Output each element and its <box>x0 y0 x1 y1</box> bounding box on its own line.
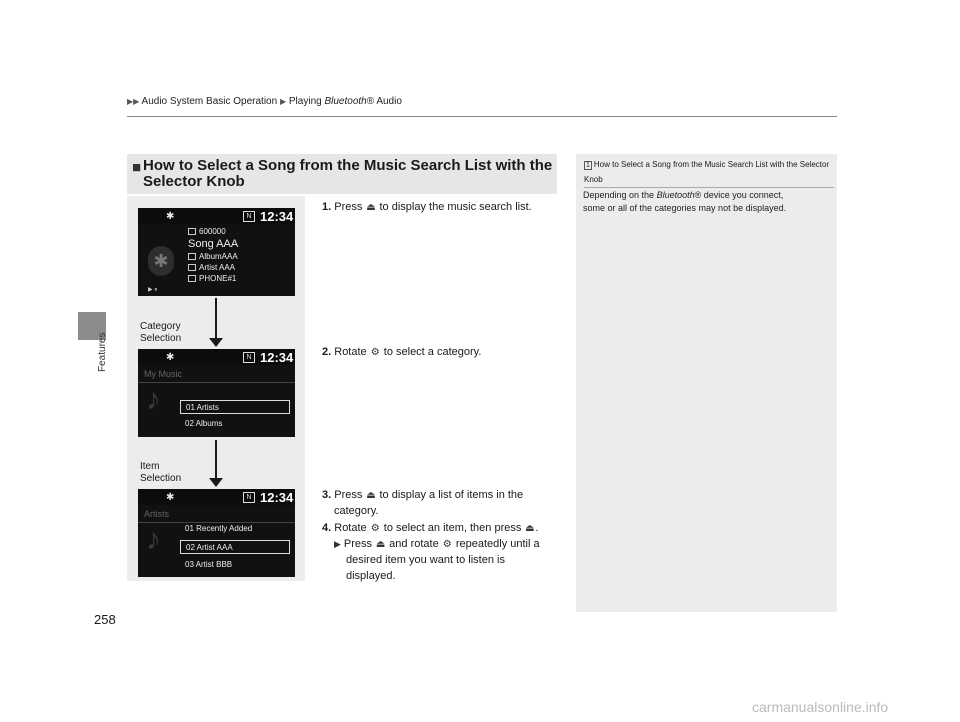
clock: 12:34 <box>260 350 294 365</box>
step-4-result: ▶ Press ⏏ and rotate ⚙ repeatedly until a desired item you want to listen is displayed. <box>334 538 540 582</box>
list-header-rule <box>138 382 295 383</box>
side-note-rule <box>584 187 834 188</box>
section-title: How to Select a Song from the Music Search List with the Selector Knob <box>143 157 553 190</box>
phone-icon <box>188 275 196 282</box>
screen-item-list <box>138 489 295 577</box>
header-rule <box>127 116 837 117</box>
breadcrumb-marker: ▶▶ <box>127 97 140 106</box>
music-note-icon: ♪ <box>146 523 161 556</box>
breadcrumb-separator: ▶ <box>279 97 287 106</box>
breadcrumb-part2-prefix: Playing <box>288 96 325 107</box>
callout-item-selection: Item Selection <box>140 461 182 484</box>
bluetooth-icon: ✱ <box>166 492 175 503</box>
list-item-selected[interactable]: 01 Artists <box>180 400 290 414</box>
rotate-knob-icon: ⚙ <box>370 347 380 358</box>
arrow-1-head <box>209 338 223 347</box>
arrow-2-head <box>209 478 223 487</box>
playback-controls: ▶ ⏸ <box>148 287 158 293</box>
section-marker: ■ <box>132 159 142 176</box>
list-header: My Music <box>144 369 182 379</box>
list-header: Artists <box>144 509 170 519</box>
step-2: 2. Rotate ⚙ to select a category. <box>322 346 482 358</box>
list-item[interactable]: 02 Albums <box>185 419 223 428</box>
press-knob-icon: ⏏ <box>366 202 376 213</box>
artist-name: Artist AAA <box>188 263 235 272</box>
song-title: Song AAA <box>188 238 239 250</box>
phone-name: PHONE#1 <box>188 274 236 283</box>
breadcrumb-part2-italic: Bluetooth <box>324 96 367 107</box>
press-knob-icon: ⏏ <box>366 490 376 501</box>
result-marker: ▶ <box>334 539 341 549</box>
n-indicator: N <box>243 352 255 363</box>
track-icon <box>188 228 196 235</box>
clock: 12:34 <box>260 209 294 224</box>
n-indicator: N <box>243 211 255 222</box>
bluetooth-icon: ✱ <box>166 352 175 363</box>
screen-now-playing <box>138 208 295 296</box>
music-note-icon: ♪ <box>146 383 161 416</box>
track-number: 600000 <box>188 227 226 236</box>
clock: 12:34 <box>260 490 294 505</box>
screen-category-list <box>138 349 295 437</box>
list-item-selected[interactable]: 02 Artist AAA <box>180 540 290 554</box>
step-4: 4. Rotate ⚙ to select an item, then press ⏏. <box>322 522 539 534</box>
artist-icon <box>188 264 196 271</box>
bluetooth-logo-icon: ✱ <box>148 246 174 276</box>
n-indicator: N <box>243 492 255 503</box>
breadcrumb <box>127 96 402 107</box>
breadcrumb-part1[interactable]: Audio System Basic Operation <box>141 96 278 107</box>
watermark: carmanualsonline.info <box>752 699 889 715</box>
press-knob-icon: ⏏ <box>525 523 535 534</box>
side-note-panel <box>576 154 837 612</box>
press-knob-icon: ⏏ <box>375 539 386 550</box>
bluetooth-icon: ✱ <box>166 211 175 222</box>
list-item[interactable]: 03 Artist BBB <box>185 560 233 569</box>
side-note-heading: 1 How to Select a Song from the Music Search List with the Selector Knob <box>584 160 830 184</box>
arrow-2-line <box>215 440 217 480</box>
side-note-text: Depending on the Bluetooth® device you connect, some or all of the categories may not be displayed. <box>583 190 787 213</box>
callout-category-selection: Category Selection <box>140 321 182 344</box>
step-1: 1. Press ⏏ to display the music search list. <box>322 201 532 213</box>
side-label: Features <box>97 332 108 372</box>
album-name: AlbumAAA <box>188 252 238 261</box>
album-icon <box>188 253 196 260</box>
rotate-knob-icon: ⚙ <box>442 539 452 550</box>
step-3: 3. Press ⏏ to display a list of items in the category. <box>322 489 524 517</box>
list-item[interactable]: 01 Recently Added <box>185 524 253 533</box>
breadcrumb-part2-suffix: ® Audio <box>366 96 402 107</box>
rotate-knob-icon: ⚙ <box>370 523 380 534</box>
section-heading <box>127 154 557 194</box>
arrow-1-line <box>215 298 217 340</box>
page-number: 258 <box>94 612 116 627</box>
